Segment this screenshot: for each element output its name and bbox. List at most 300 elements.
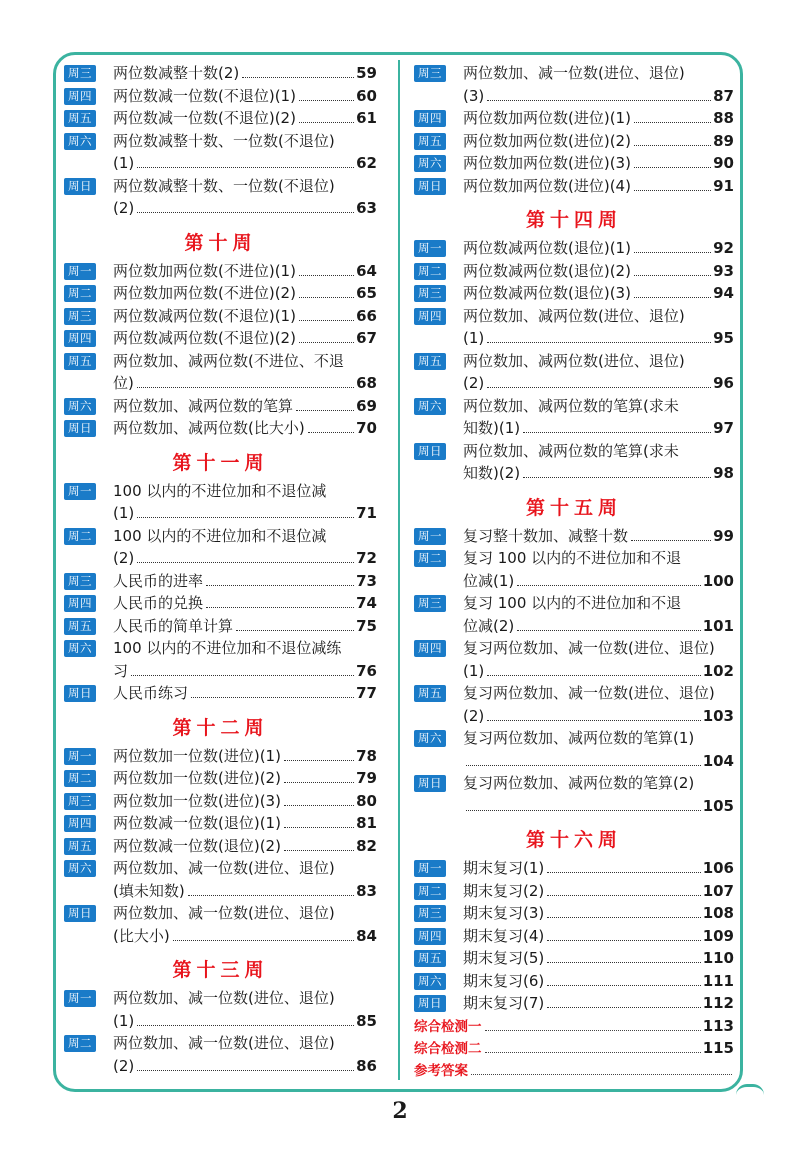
- entry-body: [463, 130, 734, 153]
- entry-line: [463, 547, 734, 570]
- page-ref: 107: [702, 881, 734, 900]
- entry-line: [463, 705, 734, 728]
- dot-leader: [466, 764, 701, 766]
- entry-line: [113, 1032, 377, 1055]
- entry-line: [113, 812, 377, 835]
- toc-entry[interactable]: [64, 682, 377, 705]
- entry-title: (1): [113, 504, 135, 522]
- entry-line: [463, 880, 734, 903]
- toc-entry[interactable]: [64, 327, 377, 350]
- day-badge: 周三: [64, 308, 96, 325]
- day-badge: 周一: [414, 860, 446, 877]
- dot-leader: [485, 1029, 701, 1031]
- entry-line: [414, 1060, 734, 1083]
- toc-entry[interactable]: [64, 987, 377, 1032]
- toc-entry[interactable]: [64, 107, 377, 130]
- entry-title: (3): [463, 86, 485, 105]
- entry-line: [463, 637, 734, 660]
- toc-entry[interactable]: [414, 902, 734, 925]
- entry-body: [113, 570, 377, 593]
- entry-title: (比大小): [113, 926, 170, 945]
- toc-entry[interactable]: [64, 305, 377, 328]
- entry-title: 两位数减两位数(退位)(3): [463, 284, 631, 302]
- day-badge: 周一: [64, 748, 96, 765]
- entry-title: 知数)(2): [463, 464, 521, 482]
- entry-title: 期末复习(3): [463, 904, 545, 922]
- entry-title: 两位数减一位数(不退位)(1): [113, 86, 296, 105]
- entry-line: [113, 480, 377, 503]
- entry-line: [463, 525, 734, 548]
- week-heading: 第十五周: [525, 496, 622, 519]
- day-badge: 周五: [64, 618, 96, 635]
- entry-title: (2): [113, 1056, 135, 1075]
- dot-leader: [634, 251, 711, 253]
- entry-title: 两位数加、减两位数的笔算: [113, 396, 294, 415]
- toc-entry[interactable]: [414, 857, 734, 880]
- entry-line: [113, 305, 377, 328]
- entry-title: 两位数减两位数(不退位)(2): [113, 329, 296, 347]
- entry-line: [113, 880, 377, 903]
- dot-leader: [188, 894, 354, 896]
- toc-entry[interactable]: [414, 107, 734, 130]
- day-badge: 周二: [64, 285, 96, 302]
- entry-line: [463, 682, 734, 705]
- day-badge: 周三: [414, 285, 446, 302]
- dot-leader: [547, 894, 700, 896]
- day-badge: 周日: [64, 420, 96, 437]
- toc-entry[interactable]: [64, 480, 377, 525]
- page-ref: 83: [356, 881, 377, 900]
- toc-entry[interactable]: [414, 395, 734, 440]
- day-badge: 周四: [64, 88, 96, 105]
- toc-entry[interactable]: [64, 812, 377, 835]
- page-ref: 103: [702, 706, 734, 725]
- day-badge: 周四: [414, 308, 446, 325]
- toc-entry[interactable]: [414, 440, 734, 485]
- entry-title: 两位数加两位数(进位)(3): [463, 154, 631, 172]
- day-badge: 周三: [414, 595, 446, 612]
- page-ref: 64: [356, 261, 377, 280]
- entry-title: 复习两位数加、减两位数的笔算(1): [463, 729, 695, 747]
- entry-line: [113, 350, 377, 373]
- entry-body: [113, 107, 377, 130]
- page-ref: 93: [713, 261, 734, 280]
- page-ref: 74: [356, 594, 377, 612]
- entry-body: [463, 350, 734, 395]
- entry-title: 两位数加、减两位数的笔算(求未: [463, 441, 679, 460]
- toc-special-entry[interactable]: [414, 1015, 734, 1038]
- entry-title: 两位数加、减一位数(进位、退位): [113, 859, 335, 877]
- entry-body: [463, 282, 734, 305]
- dot-leader: [485, 1051, 701, 1053]
- entry-title: 复习 100 以内的不进位加和不退: [463, 594, 682, 612]
- entry-line: [463, 772, 734, 795]
- entry-body: [113, 745, 377, 768]
- entry-body: [463, 592, 734, 637]
- entry-line: [113, 260, 377, 283]
- page-ref: 112: [702, 994, 734, 1012]
- entry-line: [463, 85, 734, 108]
- toc-entry[interactable]: [64, 525, 377, 570]
- entry-body: [463, 902, 734, 925]
- entry-title: 两位数加、减一位数(进位、退位): [113, 904, 335, 922]
- entry-title: (1): [463, 329, 485, 347]
- entry-title: 复习 100 以内的不进位加和不退: [463, 549, 682, 567]
- page-ref: 97: [713, 419, 734, 437]
- dot-leader: [284, 804, 354, 806]
- entry-title: 两位数减整十数(2): [113, 64, 240, 82]
- entry-body: [113, 350, 377, 395]
- toc-entry[interactable]: [414, 947, 734, 970]
- entry-line: [463, 925, 734, 948]
- toc-entry[interactable]: [414, 925, 734, 948]
- dot-leader: [547, 939, 700, 941]
- toc-special-entry[interactable]: [414, 1037, 734, 1060]
- page-ref: 89: [713, 131, 734, 150]
- page-ref: 85: [356, 1011, 377, 1030]
- dot-leader: [547, 916, 700, 918]
- entry-body: [463, 547, 734, 592]
- day-badge: 周六: [414, 398, 446, 415]
- dot-leader: [236, 629, 354, 631]
- entry-line: [463, 395, 734, 418]
- page-ref: 81: [356, 814, 377, 832]
- toc-entry[interactable]: [64, 745, 377, 768]
- entry-title: (2): [463, 374, 485, 392]
- toc-entry[interactable]: [414, 175, 734, 198]
- toc-entry[interactable]: [64, 62, 377, 85]
- page-ref: 100: [702, 571, 734, 590]
- toc-special-entry[interactable]: [414, 1060, 734, 1083]
- toc-entry[interactable]: [64, 350, 377, 395]
- page-ref: 95: [713, 329, 734, 347]
- entry-body: [113, 62, 377, 85]
- day-badge: 周五: [64, 110, 96, 127]
- entry-body: [113, 327, 377, 350]
- entry-title: 知数)(1): [463, 419, 521, 437]
- entry-line: [113, 660, 377, 683]
- entry-body: [113, 395, 377, 418]
- day-badge: 周四: [64, 815, 96, 832]
- entry-title: 两位数加、减一位数(进位、退位): [463, 64, 685, 82]
- dot-leader: [547, 871, 700, 873]
- entry-body: [113, 260, 377, 283]
- toc-entry[interactable]: [414, 62, 734, 107]
- day-badge: 周四: [64, 595, 96, 612]
- entry-title: 两位数加两位数(进位)(2): [463, 131, 631, 150]
- dot-leader: [487, 99, 711, 101]
- page-ref: 113: [702, 1016, 734, 1035]
- entry-line: [463, 462, 734, 485]
- toc-entry[interactable]: [64, 615, 377, 638]
- toc-entry[interactable]: [64, 282, 377, 305]
- toc-entry[interactable]: [414, 305, 734, 350]
- entry-title: 100 以内的不进位加和不退位减: [113, 481, 327, 500]
- day-badge: 周二: [64, 528, 96, 545]
- entry-title: 两位数加一位数(进位)(2): [113, 769, 281, 787]
- dot-leader: [191, 696, 354, 698]
- day-badge: 周三: [414, 65, 446, 82]
- entry-title: 两位数加、减一位数(进位、退位): [113, 989, 335, 1007]
- page-ref: 111: [702, 971, 734, 990]
- dot-leader: [284, 826, 354, 828]
- toc-entry[interactable]: [414, 130, 734, 153]
- entry-title: 两位数减两位数(退位)(2): [463, 261, 631, 280]
- dot-leader: [631, 539, 711, 541]
- entry-line: [113, 197, 377, 220]
- toc-entry[interactable]: [64, 417, 377, 440]
- toc-entry[interactable]: [64, 1032, 377, 1077]
- entry-line: [463, 350, 734, 373]
- dot-leader: [634, 144, 711, 146]
- toc-entry[interactable]: [64, 592, 377, 615]
- entry-title: (2): [113, 199, 135, 217]
- toc-entry[interactable]: [64, 835, 377, 858]
- toc-entry[interactable]: [414, 592, 734, 637]
- dot-leader: [487, 341, 711, 343]
- entry-body: [113, 525, 377, 570]
- dot-leader: [131, 674, 354, 676]
- toc-entry[interactable]: [414, 880, 734, 903]
- entry-body: [113, 812, 377, 835]
- entry-body: [113, 305, 377, 328]
- toc-entry[interactable]: [414, 772, 734, 817]
- entry-title: 两位数减两位数(退位)(1): [463, 239, 631, 257]
- entry-title: 100 以内的不进位加和不退位减练: [113, 639, 342, 657]
- entry-title: (1): [113, 154, 135, 172]
- entry-title: 综合检测一: [414, 1018, 482, 1035]
- page-ref: 87: [713, 86, 734, 105]
- entry-line: [113, 637, 377, 660]
- toc-entry[interactable]: [414, 547, 734, 592]
- dot-leader: [284, 849, 354, 851]
- entry-title: 两位数减整十数、一位数(不退位): [113, 131, 335, 150]
- entry-title: 两位数加一位数(进位)(1): [113, 746, 281, 765]
- dot-leader: [137, 386, 354, 388]
- day-badge: 周六: [64, 860, 96, 877]
- day-badge: 周三: [64, 65, 96, 82]
- entry-line: [463, 592, 734, 615]
- entry-title: (2): [463, 706, 485, 725]
- entry-title: 两位数加两位数(进位)(1): [463, 109, 631, 127]
- entry-line: [463, 260, 734, 283]
- toc-entry[interactable]: [414, 637, 734, 682]
- page-ref: 80: [356, 791, 377, 810]
- toc-left-column: [64, 62, 377, 1077]
- page-ref: 70: [356, 419, 377, 437]
- entry-line: [463, 152, 734, 175]
- dot-leader: [634, 274, 711, 276]
- entry-line: [463, 795, 734, 818]
- toc-entry[interactable]: [64, 790, 377, 813]
- day-badge: 周二: [414, 883, 446, 900]
- entry-body: [113, 615, 377, 638]
- dot-leader: [299, 121, 354, 123]
- entry-title: 两位数加两位数(进位)(4): [463, 176, 631, 195]
- entry-title: 两位数减两位数(不退位)(1): [113, 306, 296, 325]
- day-badge: 周日: [64, 685, 96, 702]
- toc-entry[interactable]: [414, 282, 734, 305]
- page-ref: 84: [356, 926, 377, 945]
- toc-entry[interactable]: [414, 350, 734, 395]
- dot-leader: [547, 1006, 700, 1008]
- entry-body: [113, 835, 377, 858]
- entry-body: [463, 880, 734, 903]
- dot-leader: [299, 319, 354, 321]
- toc-entry[interactable]: [414, 682, 734, 727]
- dot-leader: [137, 211, 354, 213]
- entry-line: [113, 175, 377, 198]
- toc-entry[interactable]: [414, 525, 734, 548]
- toc-entry[interactable]: [414, 260, 734, 283]
- page-number: 2: [392, 1098, 408, 1124]
- dot-leader: [284, 781, 354, 783]
- entry-body: [463, 237, 734, 260]
- entry-title: 两位数加、减两位数的笔算(求未: [463, 396, 679, 415]
- entry-line: [463, 107, 734, 130]
- entry-body: [113, 282, 377, 305]
- page-ref: 108: [702, 904, 734, 922]
- entry-line: [463, 570, 734, 593]
- entry-title: (1): [113, 1011, 135, 1030]
- page-ref: 68: [356, 374, 377, 392]
- toc-entry[interactable]: [64, 570, 377, 593]
- day-badge: 周日: [414, 995, 446, 1012]
- entry-line: [463, 175, 734, 198]
- entry-line: [113, 1010, 377, 1033]
- entry-body: [463, 175, 734, 198]
- toc-entry[interactable]: [64, 767, 377, 790]
- day-badge: 周五: [414, 133, 446, 150]
- day-badge: 周一: [414, 240, 446, 257]
- entry-body: [113, 592, 377, 615]
- page-ref: 59: [356, 64, 377, 82]
- entry-title: 期末复习(6): [463, 971, 545, 990]
- entry-title: 期末复习(7): [463, 994, 545, 1012]
- day-badge: 周一: [64, 483, 96, 500]
- entry-body: [113, 857, 377, 902]
- day-badge: 周一: [64, 990, 96, 1007]
- entry-title: (1): [463, 661, 485, 680]
- entry-line: [113, 767, 377, 790]
- entry-title: 期末复习(5): [463, 949, 545, 967]
- dot-leader: [206, 584, 354, 586]
- toc-entry[interactable]: [414, 152, 734, 175]
- day-badge: 周日: [414, 775, 446, 792]
- page-ref: 101: [702, 616, 734, 635]
- week-heading: 第十二周: [172, 716, 269, 739]
- dot-leader: [487, 674, 700, 676]
- toc-entry[interactable]: [64, 85, 377, 108]
- week-heading: 第十六周: [525, 829, 622, 851]
- page-ref: 75: [356, 616, 377, 635]
- day-badge: 周四: [414, 640, 446, 657]
- page-ref: 82: [356, 836, 377, 855]
- dot-leader: [137, 1024, 354, 1026]
- entry-line: [113, 152, 377, 175]
- entry-body: [463, 395, 734, 440]
- entry-line: [113, 1055, 377, 1078]
- dot-leader: [299, 341, 354, 343]
- day-badge: 周二: [414, 550, 446, 567]
- week-heading: 第十四周: [525, 209, 622, 231]
- entry-body: [463, 260, 734, 283]
- toc-entry[interactable]: [64, 175, 377, 220]
- entry-line: [113, 570, 377, 593]
- entry-body: [414, 1060, 734, 1083]
- day-badge: 周一: [64, 263, 96, 280]
- page-ref: 94: [713, 284, 734, 302]
- entry-line: [113, 682, 377, 705]
- day-badge: 周六: [64, 133, 96, 150]
- entry-body: [113, 417, 377, 440]
- page-ref: 61: [356, 109, 377, 127]
- entry-line: [113, 62, 377, 85]
- entry-title: 两位数加、减两位数(进位、退位): [463, 306, 685, 325]
- entry-title: 期末复习(4): [463, 926, 545, 945]
- toc-entry[interactable]: [414, 970, 734, 993]
- toc-entry[interactable]: [64, 260, 377, 283]
- entry-line: [463, 660, 734, 683]
- entry-body: [463, 947, 734, 970]
- day-badge: 周四: [414, 110, 446, 127]
- entry-line: [463, 130, 734, 153]
- toc-entry[interactable]: [414, 992, 734, 1015]
- entry-line: [414, 1015, 734, 1038]
- day-badge: 周五: [64, 353, 96, 370]
- day-badge: 周二: [414, 263, 446, 280]
- entry-line: [463, 947, 734, 970]
- dot-leader: [137, 166, 354, 168]
- day-badge: 周五: [64, 838, 96, 855]
- entry-line: [113, 85, 377, 108]
- day-badge: 周六: [414, 730, 446, 747]
- toc-entry[interactable]: [64, 130, 377, 175]
- entry-body: [463, 857, 734, 880]
- toc-entry[interactable]: [64, 395, 377, 418]
- toc-entry[interactable]: [414, 237, 734, 260]
- page-ref: 98: [713, 464, 734, 482]
- entry-line: [463, 727, 734, 750]
- dot-leader: [206, 606, 354, 608]
- page-ref: 92: [713, 239, 734, 257]
- page-ref: 109: [702, 926, 734, 945]
- entry-line: [463, 327, 734, 350]
- entry-body: [463, 152, 734, 175]
- entry-body: [463, 62, 734, 107]
- dot-leader: [487, 386, 711, 388]
- page-ref: 66: [356, 306, 377, 325]
- entry-body: [113, 637, 377, 682]
- dot-leader: [634, 296, 711, 298]
- toc-entry[interactable]: [414, 727, 734, 772]
- toc-entry[interactable]: [64, 857, 377, 902]
- day-badge: 周日: [64, 178, 96, 195]
- entry-body: [113, 767, 377, 790]
- entry-title: (填未知数): [113, 881, 185, 900]
- dot-leader: [137, 1069, 354, 1071]
- entry-line: [414, 1037, 734, 1060]
- toc-entry[interactable]: [64, 902, 377, 947]
- page-ref: 105: [702, 796, 734, 815]
- toc-entry[interactable]: [64, 637, 377, 682]
- entry-line: [463, 750, 734, 773]
- entry-title: 两位数减一位数(退位)(1): [113, 814, 281, 832]
- entry-line: [113, 327, 377, 350]
- entry-body: [113, 130, 377, 175]
- entry-title: 位减(2): [463, 616, 515, 635]
- entry-body: [463, 107, 734, 130]
